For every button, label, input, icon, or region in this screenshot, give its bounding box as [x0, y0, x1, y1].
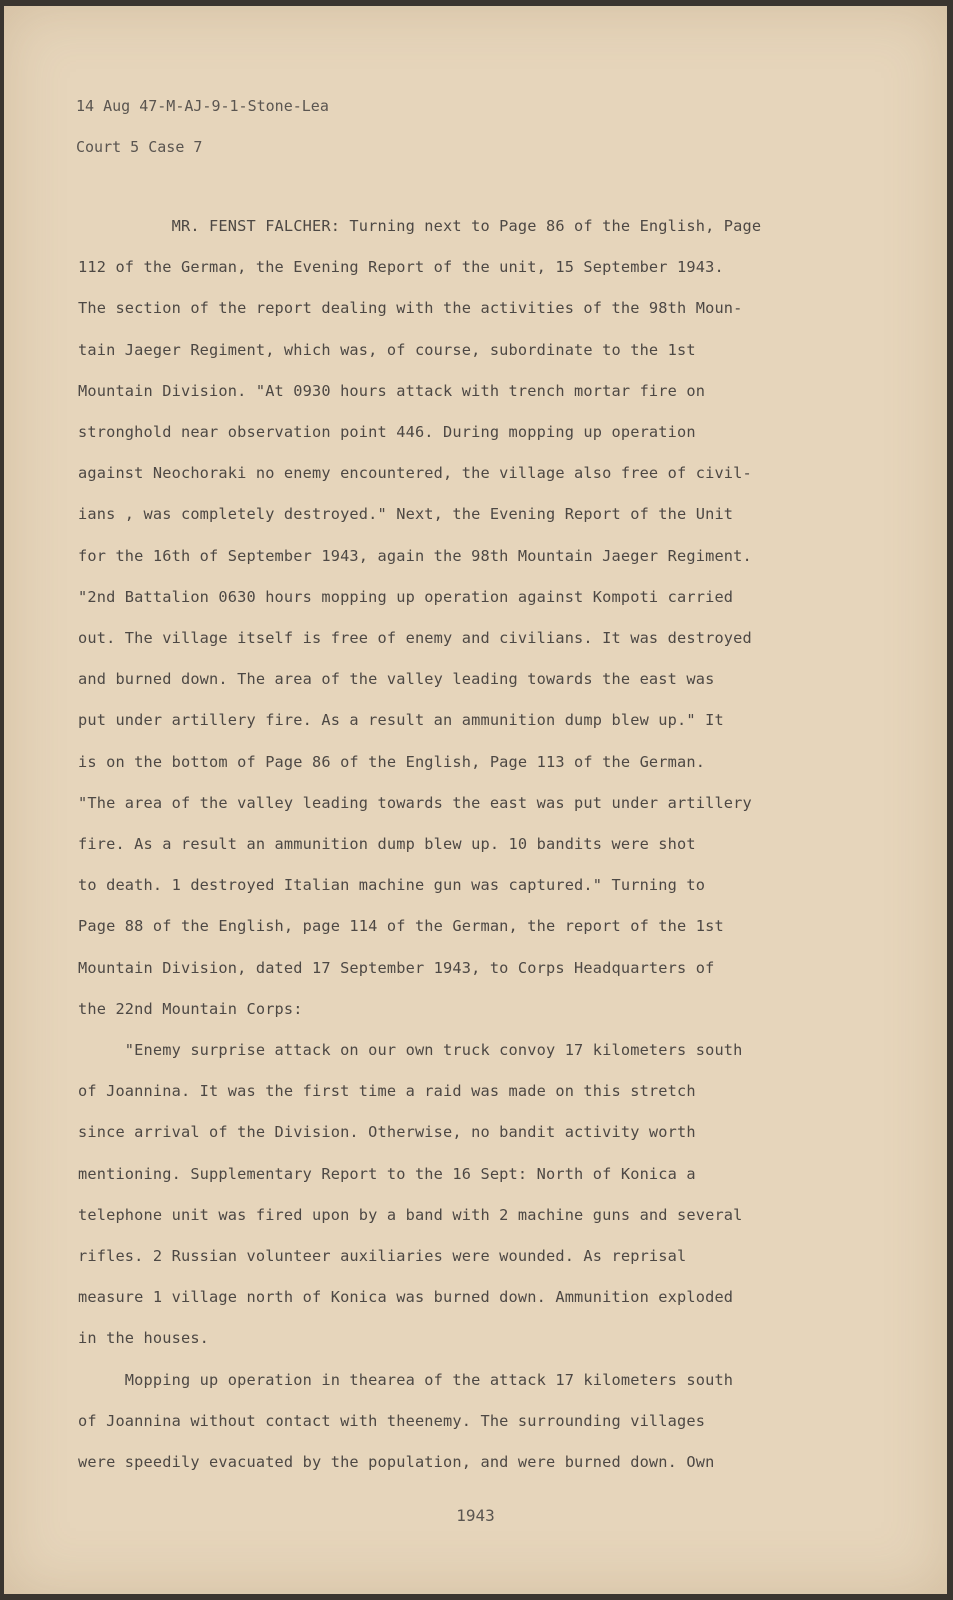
page-number: 1943 — [456, 1506, 495, 1525]
transcript-line: measure 1 village north of Konica was burned down. Ammunition exploded — [78, 1288, 734, 1307]
transcript-line: "The area of the valley leading towards the east was put under artillery — [78, 793, 752, 812]
transcript-line: fire. As a result an ammunition dump blew up. 10 bandits were shot — [78, 835, 696, 854]
transcript-line: 112 of the German, the Evening Report of the unit, 15 September 1943. — [78, 258, 724, 277]
transcript-body — [78, 206, 868, 1483]
transcript-line: Page 88 of the English, page 114 of the German, the report of the 1st — [78, 917, 724, 936]
transcript-line: out. The village itself is free of enemy and civilians. It was destroyed — [78, 629, 752, 648]
transcript-line: were speedily evacuated by the population, and were burned down. Own — [78, 1453, 715, 1472]
transcript-line: of Joannina without contact with theenemy. The surrounding villages — [78, 1411, 706, 1430]
transcript-line: is on the bottom of Page 86 of the English, Page 113 of the German. — [78, 752, 706, 771]
header-court-case: Court 5 Case 7 — [76, 138, 203, 156]
transcript-line: MR. FENST FALCHER: Turning next to Page 86 of the English, Page — [78, 217, 762, 235]
transcript-line: against Neochoraki no enemy encountered, the village also free of civil- — [78, 464, 752, 483]
transcript-line: since arrival of the Division. Otherwise, no bandit activity worth — [78, 1123, 696, 1142]
transcript-line: rifles. 2 Russian volunteer auxiliaries were wounded. As reprisal — [78, 1247, 687, 1266]
transcript-line: to death. 1 destroyed Italian machine gun was captured." Turning to — [78, 876, 706, 895]
transcript-line: and burned down. The area of the valley leading towards the east was — [78, 670, 715, 689]
transcript-line: ians , was completely destroyed." Next, the Evening Report of the Unit — [78, 505, 734, 524]
header-reference: 14 Aug 47-M-AJ-9-1-Stone-Lea — [76, 97, 329, 115]
transcript-line: of Joannina. It was the first time a raid was made on this stretch — [78, 1082, 696, 1101]
transcript-line: Mopping up operation in thearea of the attack 17 kilometers south — [78, 1370, 734, 1389]
transcript-line: tain Jaeger Regiment, which was, of course, subordinate to the 1st — [78, 340, 696, 359]
transcript-line: Mountain Division. "At 0930 hours attack with trench mortar fire on — [78, 381, 706, 400]
transcript-line: The section of the report dealing with the activities of the 98th Moun- — [78, 299, 743, 318]
transcript-line: put under artillery fire. As a result an ammunition dump blew up." It — [78, 711, 724, 730]
transcript-line: Mountain Division, dated 17 September 1943, to Corps Headquarters of — [78, 958, 715, 977]
transcript-line: "2nd Battalion 0630 hours mopping up operation against Kompoti carried — [78, 587, 734, 606]
transcript-line: the 22nd Mountain Corps: — [78, 999, 303, 1018]
transcript-line: in the houses. — [78, 1329, 210, 1348]
transcript-line: for the 16th of September 1943, again the 98th Mountain Jaeger Regiment. — [78, 546, 752, 565]
transcript-line: stronghold near observation point 446. During mopping up operation — [78, 423, 696, 442]
document-header — [76, 86, 329, 168]
transcript-line: "Enemy surprise attack on our own truck convoy 17 kilometers south — [78, 1041, 743, 1060]
transcript-line: telephone unit was fired upon by a band with 2 machine guns and several — [78, 1205, 743, 1224]
transcript-line: mentioning. Supplementary Report to the 16 Sept: North of Konica a — [78, 1164, 696, 1183]
document-page — [4, 6, 947, 1594]
